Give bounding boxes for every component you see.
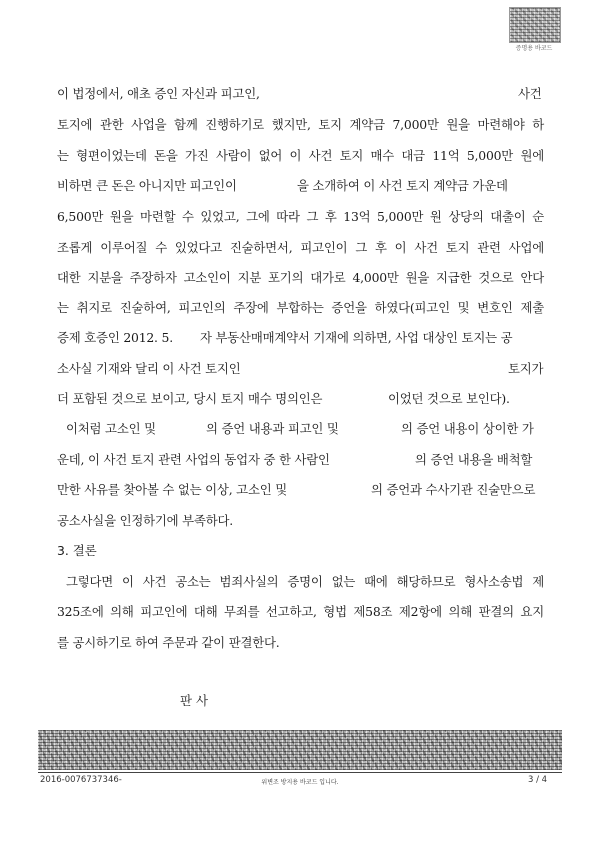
p2-line-1c: 의 증언 내용이 상이한 가	[401, 421, 534, 436]
p1-line-6: 조롭게 이루어질 수 있었다고 진술하면서, 피고인이 그 후 이 사건 토지 관련 사업에	[57, 240, 544, 255]
p2-line-3a: 만한 사유를 찾아볼 수 없는 이상, 고소인 및	[57, 482, 287, 497]
p1-line-4a: 비하면 큰 돈은 아니지만 피고인이	[57, 178, 237, 193]
p1-line-8: 는 취지로 진술하여, 피고인의 주장에 부합하는 증언을 하였다(피고인 및 변호인 제출	[57, 300, 544, 315]
p1-line-10a: 소사실 기재와 달리 이 사건 토지인	[57, 361, 241, 376]
p1-line-7: 대한 지분을 주장하자 고소인이 지분 포기의 대가로 4,000만 원을 지급한 것으로 안다	[57, 270, 544, 285]
p1-line-4b: 을 소개하여 이 사건 토지 계약금 가운데	[297, 178, 508, 193]
p1-line-11a: 더 포함된 것으로 보이고, 당시 토지 매수 명의인은	[57, 391, 323, 406]
barcode-note: 위변조 방지용 바코드 입니다.	[261, 779, 339, 786]
footer-divider	[38, 772, 562, 773]
p2-line-4: 공소사실을 인정하기에 부족하다.	[57, 513, 233, 528]
conclusion-line-3: 를 공시하기로 하여 주문과 같이 판결한다.	[57, 635, 280, 650]
p1-line-1b: 사건	[518, 86, 542, 101]
conclusion-line-1: 그렇다면 이 사건 공소는 범죄사실의 증명이 없는 때에 해당하므로 형사소송법 제	[66, 574, 544, 589]
conclusion-line-2: 325조에 의해 피고인에 대해 무죄를 선고하고, 형법 제58조 제2항에 의해 판결의 요지	[57, 604, 544, 619]
page-number: 3 / 4	[528, 775, 548, 785]
section-heading-conclusion: 3. 결론	[57, 543, 97, 558]
p2-line-2b: 의 증언 내용을 배척할	[415, 452, 533, 467]
p2-line-1b: 의 증언 내용과 피고인 및	[206, 421, 339, 436]
p1-line-1a: 이 법정에서, 애초 증인 자신과 피고인,	[57, 86, 260, 101]
p2-line-2a: 운데, 이 사건 토지 관련 사업의 동업자 중 한 사람인	[57, 452, 330, 467]
p1-line-10b: 토지가	[508, 361, 544, 376]
p2-line-3b: 의 증언과 수사기관 진술만으로	[371, 482, 536, 497]
p1-line-2: 토지에 관한 사업을 함께 진행하기로 했지만, 토지 계약금 7,000만 원을 마련해야 하	[57, 117, 544, 132]
p1-line-9b: 자 부동산매매계약서 기재에 의하면, 사업 대상인 토지는 공	[200, 330, 513, 345]
p1-line-5: 6,500만 원을 마련할 수 있었고, 그에 따라 그 후 13억 5,000만 원 상당의 대출이 순	[57, 209, 544, 224]
anti-forgery-barcode	[38, 730, 562, 770]
verification-barcode	[509, 7, 561, 43]
p1-line-9a: 증제 호증인 2012. 5.	[57, 330, 173, 345]
p1-line-11b: 이었던 것으로 보인다).	[388, 391, 510, 406]
barcode-caption: 증명용 바코드	[515, 45, 553, 52]
p1-line-3: 는 형편이었는데 돈을 가진 사람이 없어 이 사건 토지 매수 대금 11억 5,000만 원에	[57, 148, 544, 163]
judge-label: 판사	[180, 693, 212, 708]
document-number: 2016-0076737346-	[40, 775, 122, 785]
p2-line-1a: 이처럼 고소인 및	[66, 421, 156, 436]
